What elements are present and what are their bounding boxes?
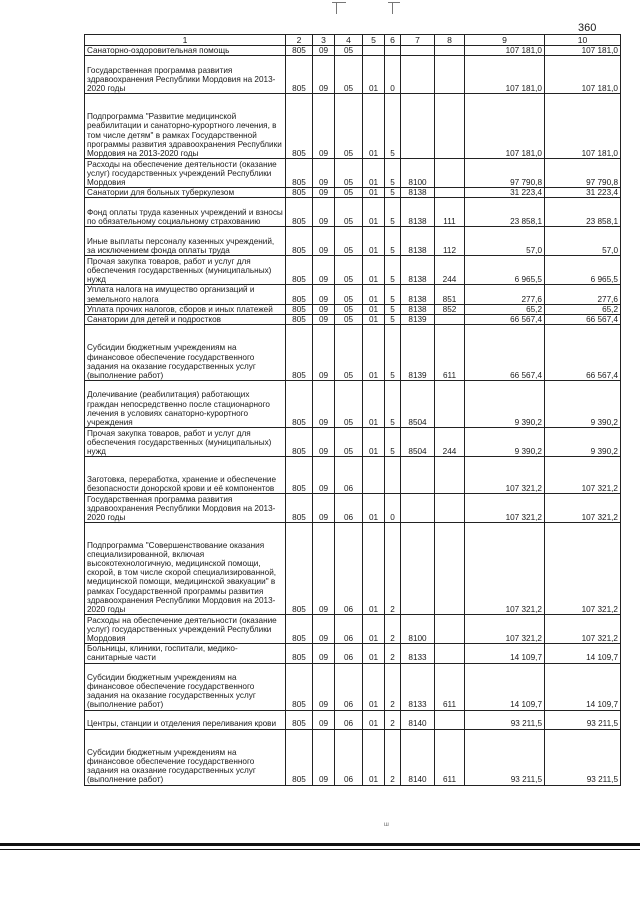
- row-code-cell: 8133: [401, 644, 435, 663]
- row-name-cell: Государственная программа развития здравоохранения Республики Мордовия на 2013-2020 годы: [85, 494, 286, 523]
- footer-rule: [0, 843, 640, 846]
- table-row: [85, 315, 621, 325]
- row-amount-cell: 9 390,2: [465, 381, 545, 428]
- row-amount-cell: 97 790,8: [545, 159, 621, 188]
- row-code-cell: 2: [385, 710, 401, 729]
- row-amount-cell: 107 181,0: [545, 94, 621, 159]
- row-name-cell: Санатории для больных туберкулезом: [85, 188, 286, 198]
- row-code-cell: 01: [363, 227, 385, 256]
- row-code-cell: 09: [313, 198, 335, 227]
- row-code-cell: [435, 159, 465, 188]
- row-code-cell: 8504: [401, 381, 435, 428]
- row-code-cell: 09: [313, 381, 335, 428]
- row-code-cell: 06: [335, 663, 363, 710]
- row-code-cell: 111: [435, 198, 465, 227]
- header-col-4: 4: [335, 35, 363, 46]
- row-amount-cell: 57,0: [545, 227, 621, 256]
- row-code-cell: 5: [385, 159, 401, 188]
- row-amount-cell: 66 567,4: [465, 325, 545, 381]
- table-row: [85, 644, 621, 663]
- row-code-cell: 852: [435, 304, 465, 314]
- table-row: [85, 381, 621, 428]
- row-code-cell: [435, 457, 465, 494]
- row-code-cell: 8100: [401, 615, 435, 644]
- row-code-cell: 5: [385, 428, 401, 457]
- row-amount-cell: 65,2: [545, 304, 621, 314]
- row-code-cell: 01: [363, 428, 385, 457]
- row-code-cell: [435, 644, 465, 663]
- row-code-cell: 01: [363, 644, 385, 663]
- row-code-cell: 01: [363, 729, 385, 785]
- row-code-cell: 805: [286, 523, 313, 615]
- table-row: [85, 188, 621, 198]
- row-code-cell: 805: [286, 663, 313, 710]
- table-row: [85, 285, 621, 304]
- row-code-cell: 5: [385, 198, 401, 227]
- header-col-6: 6: [385, 35, 401, 46]
- row-code-cell: [435, 94, 465, 159]
- row-amount-cell: 31 223,4: [465, 188, 545, 198]
- header-col-2: 2: [286, 35, 313, 46]
- row-code-cell: 05: [335, 56, 363, 94]
- footer-rule: [0, 849, 640, 850]
- row-name-cell: Субсидии бюджетным учреждениям на финансовое обеспечение государственного задания на оказание государственных услуг (выполнение работ): [85, 663, 286, 710]
- row-code-cell: 05: [335, 428, 363, 457]
- row-name-cell: Расходы на обеспечение деятельности (оказание услуг) государственных учреждений Республики Мордовия: [85, 159, 286, 188]
- table-row: [85, 663, 621, 710]
- table-header: [85, 35, 621, 46]
- row-code-cell: 09: [313, 663, 335, 710]
- row-code-cell: 2: [385, 615, 401, 644]
- row-amount-cell: 107 181,0: [465, 46, 545, 56]
- row-code-cell: 01: [363, 494, 385, 523]
- row-code-cell: 611: [435, 663, 465, 710]
- row-code-cell: 01: [363, 256, 385, 285]
- row-code-cell: 8138: [401, 256, 435, 285]
- row-amount-cell: 107 181,0: [545, 46, 621, 56]
- row-code-cell: 09: [313, 523, 335, 615]
- table-row: [85, 325, 621, 381]
- row-code-cell: 8140: [401, 729, 435, 785]
- row-name-cell: Санатории для детей и подростков: [85, 315, 286, 325]
- row-code-cell: 5: [385, 256, 401, 285]
- row-amount-cell: 277,6: [465, 285, 545, 304]
- row-amount-cell: 23 858,1: [545, 198, 621, 227]
- table-row: [85, 457, 621, 494]
- row-code-cell: 805: [286, 227, 313, 256]
- row-name-cell: Подпрограмма "Совершенствование оказания специализированной, включая высокотехнологичную, медицинской помощи, скорой, в том числе скорой специализированной, медицинской помощи, медицинской эвакуации" в рамках Государственной программы развития здравоохранения Республики Мордовия на 2013-2020 годы: [85, 523, 286, 615]
- row-amount-cell: 107 321,2: [465, 494, 545, 523]
- row-code-cell: [435, 615, 465, 644]
- row-code-cell: [401, 94, 435, 159]
- table-row: [85, 198, 621, 227]
- table-row: [85, 304, 621, 314]
- row-code-cell: [435, 56, 465, 94]
- table-row: [85, 46, 621, 56]
- scan-artifact: ш: [384, 822, 389, 828]
- row-code-cell: [435, 494, 465, 523]
- row-amount-cell: 23 858,1: [465, 198, 545, 227]
- row-amount-cell: 9 390,2: [545, 381, 621, 428]
- header-col-7: 7: [401, 35, 435, 46]
- row-name-cell: Субсидии бюджетным учреждениям на финансовое обеспечение государственного задания на оказание государственных услуг (выполнение работ): [85, 325, 286, 381]
- row-amount-cell: 107 181,0: [545, 56, 621, 94]
- row-code-cell: 5: [385, 315, 401, 325]
- row-code-cell: 2: [385, 523, 401, 615]
- row-code-cell: 09: [313, 457, 335, 494]
- row-name-cell: Субсидии бюджетным учреждениям на финансовое обеспечение государственного задания на оказание государственных услуг (выполнение работ): [85, 729, 286, 785]
- row-code-cell: 05: [335, 315, 363, 325]
- header-col-3: 3: [313, 35, 335, 46]
- table-body: [85, 46, 621, 786]
- row-code-cell: 8100: [401, 159, 435, 188]
- row-amount-cell: 107 181,0: [465, 56, 545, 94]
- row-amount-cell: 93 211,5: [465, 710, 545, 729]
- row-code-cell: 2: [385, 729, 401, 785]
- row-name-cell: Заготовка, переработка, хранение и обеспечение безопасности донорской крови и её компонентов: [85, 457, 286, 494]
- row-code-cell: 09: [313, 94, 335, 159]
- row-amount-cell: 277,6: [545, 285, 621, 304]
- row-code-cell: 09: [313, 227, 335, 256]
- row-code-cell: [435, 710, 465, 729]
- row-code-cell: 8138: [401, 188, 435, 198]
- row-name-cell: Центры, станции и отделения переливания крови: [85, 710, 286, 729]
- table-row: [85, 615, 621, 644]
- table-row: [85, 428, 621, 457]
- row-name-cell: Подпрограмма "Развитие медицинской реабилитации и санаторно-курортного лечения, в том числе детям" в рамках Государственной программы развития здравоохранения Республики Мордовия на 2013-2020 годы: [85, 94, 286, 159]
- row-code-cell: 06: [335, 729, 363, 785]
- header-col-8: 8: [435, 35, 465, 46]
- row-code-cell: 05: [335, 159, 363, 188]
- row-code-cell: 805: [286, 710, 313, 729]
- row-code-cell: 805: [286, 494, 313, 523]
- row-code-cell: 2: [385, 663, 401, 710]
- row-amount-cell: 107 321,2: [465, 523, 545, 615]
- row-code-cell: 09: [313, 188, 335, 198]
- row-code-cell: 8140: [401, 710, 435, 729]
- row-name-cell: Санаторно-оздоровительная помощь: [85, 46, 286, 56]
- row-code-cell: 5: [385, 381, 401, 428]
- row-name-cell: Больницы, клиники, госпитали, медико-санитарные части: [85, 644, 286, 663]
- row-name-cell: Уплата налога на имущество организаций и земельного налога: [85, 285, 286, 304]
- row-amount-cell: 65,2: [465, 304, 545, 314]
- row-amount-cell: 107 181,0: [465, 94, 545, 159]
- row-code-cell: 851: [435, 285, 465, 304]
- row-code-cell: 05: [335, 256, 363, 285]
- row-code-cell: 01: [363, 325, 385, 381]
- row-code-cell: [385, 457, 401, 494]
- page-number: 360: [578, 22, 597, 34]
- row-code-cell: 805: [286, 56, 313, 94]
- row-amount-cell: 107 321,2: [545, 457, 621, 494]
- row-code-cell: [435, 188, 465, 198]
- row-code-cell: 805: [286, 159, 313, 188]
- row-code-cell: 8504: [401, 428, 435, 457]
- row-amount-cell: 14 109,7: [545, 644, 621, 663]
- row-amount-cell: 14 109,7: [465, 663, 545, 710]
- row-amount-cell: 107 321,2: [545, 615, 621, 644]
- row-code-cell: 05: [335, 381, 363, 428]
- row-code-cell: 5: [385, 304, 401, 314]
- row-code-cell: 805: [286, 256, 313, 285]
- row-code-cell: 805: [286, 315, 313, 325]
- row-code-cell: 8138: [401, 304, 435, 314]
- row-code-cell: 805: [286, 94, 313, 159]
- row-amount-cell: 14 109,7: [545, 663, 621, 710]
- row-code-cell: 805: [286, 428, 313, 457]
- row-name-cell: Иные выплаты персоналу казенных учреждений, за исключением фонда оплаты труда: [85, 227, 286, 256]
- row-code-cell: 06: [335, 710, 363, 729]
- row-code-cell: 05: [335, 227, 363, 256]
- row-code-cell: 09: [313, 285, 335, 304]
- row-code-cell: 5: [385, 325, 401, 381]
- row-amount-cell: 66 567,4: [545, 315, 621, 325]
- row-code-cell: [363, 457, 385, 494]
- table-row: [85, 710, 621, 729]
- row-code-cell: 01: [363, 663, 385, 710]
- row-code-cell: 8138: [401, 198, 435, 227]
- row-code-cell: 06: [335, 494, 363, 523]
- row-amount-cell: 66 567,4: [545, 325, 621, 381]
- header-col-9: 9: [465, 35, 545, 46]
- row-name-cell: Фонд оплаты труда казенных учреждений и взносы по обязательному социальному страхованию: [85, 198, 286, 227]
- row-code-cell: 09: [313, 615, 335, 644]
- table-row: [85, 94, 621, 159]
- row-amount-cell: 107 321,2: [545, 523, 621, 615]
- scan-marks: [332, 2, 422, 16]
- row-code-cell: 805: [286, 729, 313, 785]
- row-code-cell: 01: [363, 94, 385, 159]
- row-code-cell: 5: [385, 188, 401, 198]
- row-code-cell: 09: [313, 56, 335, 94]
- row-code-cell: [401, 457, 435, 494]
- row-code-cell: 5: [385, 285, 401, 304]
- row-amount-cell: 93 211,5: [545, 710, 621, 729]
- header-col-1: 1: [85, 35, 286, 46]
- row-code-cell: 0: [385, 494, 401, 523]
- row-code-cell: 05: [335, 198, 363, 227]
- row-code-cell: 5: [385, 94, 401, 159]
- row-amount-cell: 9 390,2: [465, 428, 545, 457]
- row-code-cell: [435, 46, 465, 56]
- row-code-cell: 5: [385, 227, 401, 256]
- row-code-cell: 805: [286, 325, 313, 381]
- row-code-cell: 09: [313, 494, 335, 523]
- row-code-cell: 8138: [401, 285, 435, 304]
- row-code-cell: 05: [335, 325, 363, 381]
- row-code-cell: 805: [286, 198, 313, 227]
- row-code-cell: 805: [286, 381, 313, 428]
- row-code-cell: 09: [313, 256, 335, 285]
- row-code-cell: 611: [435, 325, 465, 381]
- row-code-cell: [435, 523, 465, 615]
- row-code-cell: 01: [363, 285, 385, 304]
- row-code-cell: 805: [286, 457, 313, 494]
- row-code-cell: [385, 46, 401, 56]
- row-code-cell: 06: [335, 457, 363, 494]
- row-code-cell: 01: [363, 710, 385, 729]
- row-amount-cell: 9 390,2: [545, 428, 621, 457]
- row-code-cell: 8139: [401, 325, 435, 381]
- row-code-cell: 01: [363, 381, 385, 428]
- row-code-cell: 2: [385, 644, 401, 663]
- row-code-cell: 01: [363, 188, 385, 198]
- row-amount-cell: 107 321,2: [465, 457, 545, 494]
- row-code-cell: 01: [363, 159, 385, 188]
- row-code-cell: 09: [313, 325, 335, 381]
- row-amount-cell: 6 965,5: [545, 256, 621, 285]
- row-code-cell: 05: [335, 188, 363, 198]
- row-code-cell: 06: [335, 523, 363, 615]
- row-code-cell: 05: [335, 94, 363, 159]
- row-code-cell: 805: [286, 285, 313, 304]
- row-name-cell: Расходы на обеспечение деятельности (оказание услуг) государственных учреждений Республики Мордовия: [85, 615, 286, 644]
- row-code-cell: 805: [286, 615, 313, 644]
- row-code-cell: [435, 315, 465, 325]
- table-row: [85, 523, 621, 615]
- row-code-cell: 09: [313, 315, 335, 325]
- row-amount-cell: 31 223,4: [545, 188, 621, 198]
- row-amount-cell: 93 211,5: [545, 729, 621, 785]
- row-code-cell: 09: [313, 428, 335, 457]
- row-code-cell: [435, 381, 465, 428]
- row-code-cell: 0: [385, 56, 401, 94]
- row-code-cell: 611: [435, 729, 465, 785]
- row-code-cell: 01: [363, 56, 385, 94]
- row-code-cell: 805: [286, 46, 313, 56]
- row-code-cell: 01: [363, 304, 385, 314]
- table-row: [85, 729, 621, 785]
- row-code-cell: 09: [313, 159, 335, 188]
- row-code-cell: 805: [286, 304, 313, 314]
- row-code-cell: 8139: [401, 315, 435, 325]
- table-row: [85, 56, 621, 94]
- table-row: [85, 256, 621, 285]
- row-amount-cell: 14 109,7: [465, 644, 545, 663]
- row-code-cell: 09: [313, 304, 335, 314]
- row-code-cell: [401, 46, 435, 56]
- header-col-5: 5: [363, 35, 385, 46]
- row-code-cell: [363, 46, 385, 56]
- row-name-cell: Государственная программа развития здравоохранения Республики Мордовия на 2013-2020 годы: [85, 56, 286, 94]
- row-amount-cell: 6 965,5: [465, 256, 545, 285]
- row-code-cell: [401, 56, 435, 94]
- row-code-cell: 8138: [401, 227, 435, 256]
- row-code-cell: 05: [335, 285, 363, 304]
- row-code-cell: 01: [363, 198, 385, 227]
- row-code-cell: [401, 494, 435, 523]
- row-code-cell: 09: [313, 729, 335, 785]
- row-code-cell: 805: [286, 644, 313, 663]
- row-code-cell: 09: [313, 644, 335, 663]
- table-row: [85, 159, 621, 188]
- row-code-cell: [401, 523, 435, 615]
- row-code-cell: 244: [435, 256, 465, 285]
- row-code-cell: 01: [363, 315, 385, 325]
- row-amount-cell: 107 321,2: [465, 615, 545, 644]
- table-row: [85, 494, 621, 523]
- row-code-cell: 05: [335, 304, 363, 314]
- row-code-cell: 01: [363, 523, 385, 615]
- row-code-cell: 06: [335, 615, 363, 644]
- row-code-cell: 06: [335, 644, 363, 663]
- header-col-10: 10: [545, 35, 621, 46]
- row-amount-cell: 107 321,2: [545, 494, 621, 523]
- row-name-cell: Прочая закупка товаров, работ и услуг для обеспечения государственных (муниципальных) нужд: [85, 428, 286, 457]
- row-code-cell: 05: [335, 46, 363, 56]
- row-code-cell: 112: [435, 227, 465, 256]
- row-name-cell: Долечивание (реабилитация) работающих граждан непосредственно после стационарного лечения в условиях санаторно-курортного учреждения: [85, 381, 286, 428]
- row-code-cell: 8133: [401, 663, 435, 710]
- row-name-cell: Прочая закупка товаров, работ и услуг для обеспечения государственных (муниципальных) нужд: [85, 256, 286, 285]
- budget-table: [84, 34, 621, 786]
- row-code-cell: 09: [313, 710, 335, 729]
- row-code-cell: 01: [363, 615, 385, 644]
- row-amount-cell: 66 567,4: [465, 315, 545, 325]
- row-name-cell: Уплата прочих налогов, сборов и иных платежей: [85, 304, 286, 314]
- row-code-cell: 805: [286, 188, 313, 198]
- row-amount-cell: 97 790,8: [465, 159, 545, 188]
- row-code-cell: 244: [435, 428, 465, 457]
- table-row: [85, 227, 621, 256]
- row-amount-cell: 93 211,5: [465, 729, 545, 785]
- row-amount-cell: 57,0: [465, 227, 545, 256]
- row-code-cell: 09: [313, 46, 335, 56]
